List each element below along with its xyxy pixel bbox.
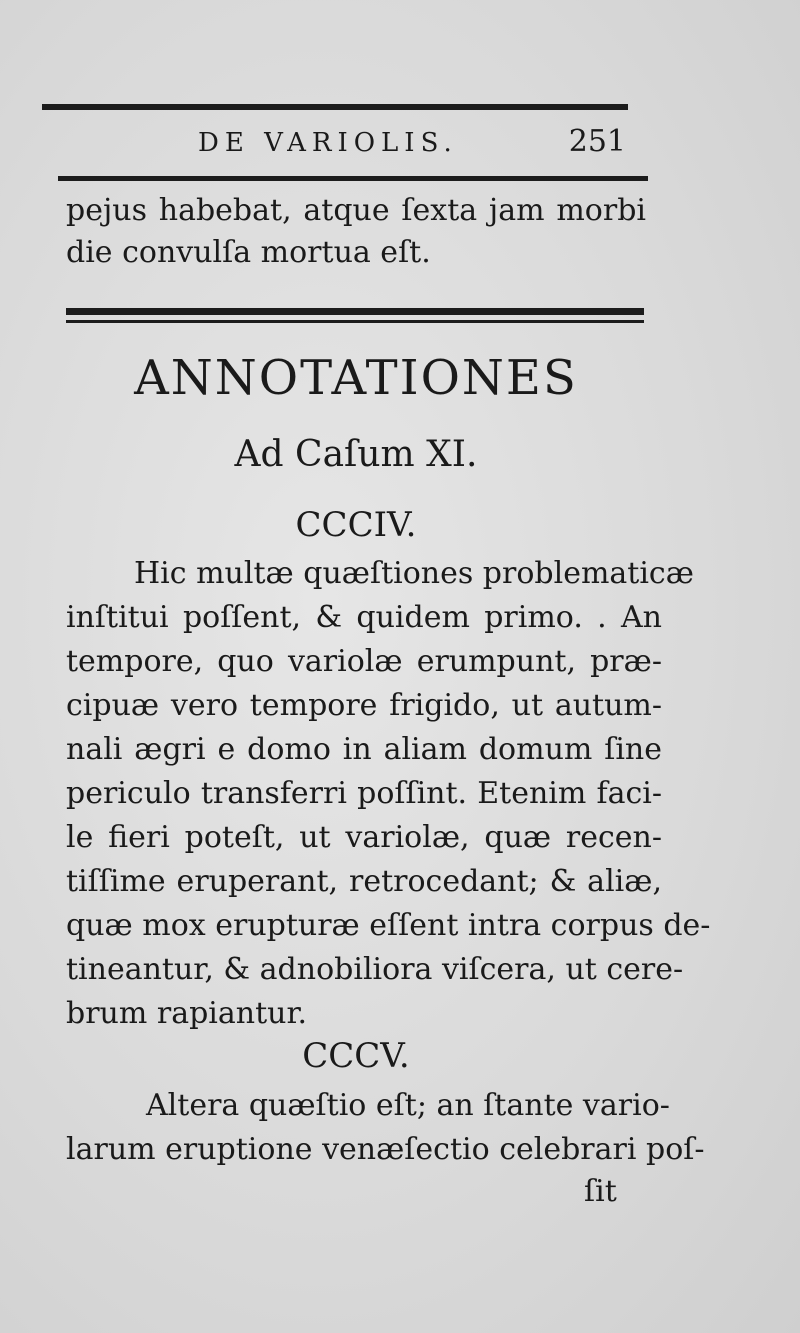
page-header	[60, 122, 640, 166]
text-line: Altera quæſtio eſt; an ſtante vario-	[146, 1088, 670, 1123]
running-head: DE VARIOLIS.	[198, 128, 458, 158]
case-subheading: Ad Caſum XI.	[234, 434, 478, 475]
text-line: brum rapiantur.	[66, 996, 308, 1031]
text-line: tineantur, & adnobiliora viſcera, ut cere-	[66, 952, 684, 987]
section-number: CCCIV.	[295, 505, 417, 545]
text-line: periculo transferri poſſint. Etenim faci-	[66, 776, 662, 811]
text-line: le fieri poteſt, ut variolæ, quæ recen-	[66, 820, 662, 855]
header-rule-top	[42, 104, 628, 110]
text-line: quæ mox erupturæ eſſent intra corpus de-	[66, 908, 711, 943]
text-line: inſtitui poſſent, & quidem primo. . An	[66, 600, 662, 635]
header-rule-bottom	[58, 176, 648, 181]
text-line: die convulſa mortua eſt.	[66, 235, 431, 270]
text-line: larum eruptione venæſectio celebrari poſ-	[66, 1132, 705, 1167]
text-line: cipuæ vero tempore frigido, ut autum-	[66, 688, 662, 723]
text-line: tiſſime eruperant, retrocedant; & aliæ,	[66, 864, 662, 899]
text-line: pejus habebat, atque ſexta jam morbi	[66, 193, 646, 228]
text-line: Hic multæ quæſtiones problematicæ	[134, 556, 694, 591]
section-number: CCCV.	[302, 1036, 410, 1076]
text-line: tempore, quo variolæ erumpunt, præ-	[66, 644, 662, 679]
annotations-heading: ANNOTATIONES	[134, 350, 578, 406]
section-rule-thin	[66, 320, 644, 323]
text-line: nali ægri e domo in aliam domum ſine	[66, 732, 662, 767]
page-number: 251	[568, 124, 626, 159]
catchword: ſit	[584, 1174, 617, 1209]
section-rule-thick	[66, 308, 644, 315]
